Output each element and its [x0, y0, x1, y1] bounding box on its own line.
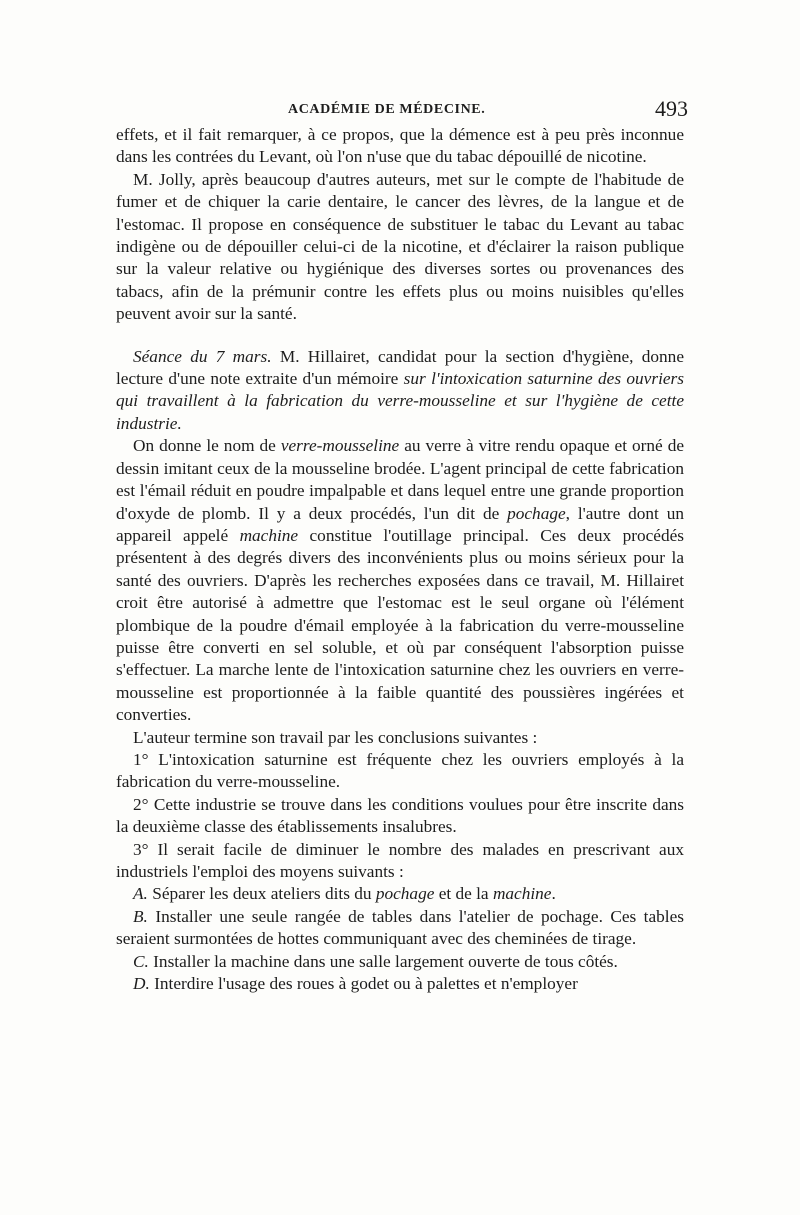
- paragraph: [116, 435, 684, 726]
- italic-text: pochage: [375, 884, 435, 904]
- text-run: au verre à vitre rendu opaque et orné de dessin imitant ceux de la mousseline brodée. L'agent principal de cette fabrication est l'émail réduit en poudre impalpable et dans lequel entre une grande proportion d'oxyde de plomb. Il y a deux procédés, l'un dit de: [116, 436, 685, 523]
- paragraph: [116, 727, 684, 749]
- text-run: 2° Cette industrie se trouve dans les conditions voulues pour être inscrite dans la deuxième classe des établissements insalubres.: [116, 794, 684, 837]
- text-run: et de la: [434, 884, 493, 904]
- text-run: 3° Il serait facile de diminuer le nombre des malades en prescrivant aux industriels l'emploi des moyens suivants :: [116, 839, 684, 881]
- text-run: effets, et il fait remarquer, à ce propos, que la démence est à peu près inconnue dans les contrées du Levant, où l'on n'use que du tabac dépouillé de nicotine.: [116, 125, 684, 167]
- text-run: Installer une seule rangée de tables dans l'atelier de pochage. Ces tables seraient surmontées de hottes communiquant avec des cheminées de tirage.: [116, 906, 684, 949]
- text-run: M. Jolly, après beaucoup d'autres auteurs, met sur le compte de l'habitude de fumer et de chiquer la carie dentaire, le cancer des lèvres, de la langue et de l'estomac. Il propose en conséquence de substituer le tabac du Levant au tabac indigène ou de dépouiller celui-ci de la nicotine, et d'éclairer la raison publique sur la valeur relative ou hygiénique des diverses sortes ou provenances des tabacs, afin de la prémunir contre les effets plus ou moins nuisibles qu'elles peuvent avoir sur la santé.: [116, 169, 684, 324]
- paragraph: [116, 951, 684, 973]
- italic-text: D.: [133, 974, 150, 994]
- paragraph: [116, 124, 684, 169]
- paragraph: [116, 883, 684, 905]
- text-run: constitue l'outillage principal. Ces deux procédés présentent à des degrés divers des inconvénients plus ou moins sérieux pour la santé des ouvriers. D'après les recherches exposées dans ce travail, M. Hillairet croit être autorisé à admettre que l'estomac est le seul organe où l'élément plombique de la poudre d'émail employée à la fabrication du verre-mousseline puisse être converti en sel soluble, et où par conséquent l'absorption puisse s'effectuer. La marche lente de l'intoxication saturnine chez les ouvriers en verre-mousseline est proportionnée à la faible quantité des poussières ingérées et converties.: [116, 525, 684, 725]
- italic-text: A.: [133, 884, 148, 904]
- italic-text: B.: [133, 906, 148, 926]
- paragraph: [116, 973, 684, 995]
- paragraph: [116, 749, 684, 794]
- text-run: L'auteur termine son travail par les conclusions suivantes :: [133, 727, 538, 747]
- paragraph: [116, 794, 684, 839]
- body-text: [116, 124, 684, 995]
- italic-text: pochage: [507, 503, 566, 523]
- text-run: 1° L'intoxication saturnine est fréquente chez les ouvriers employés à la fabrication du verre-mousseline.: [116, 749, 684, 792]
- text-run: .: [551, 884, 556, 904]
- italic-text: Séance du 7 mars.: [133, 346, 272, 366]
- italic-text: verre-mousseline: [280, 436, 400, 456]
- italic-text: C.: [133, 951, 149, 971]
- text-run: M. Hillairet, candidat pour la section d'hygiène, donne lecture d'une note extraite d'un mémoire: [116, 346, 684, 389]
- paragraph: [116, 169, 684, 326]
- paragraph: [116, 906, 684, 951]
- italic-text: machine: [492, 884, 552, 904]
- italic-text: sur l'intoxication saturnine des ouvriers qui travaillent à la fabrication du verre-mousseline et sur l'hygiène de cette industrie.: [116, 369, 684, 433]
- text-run: Séparer les deux ateliers dits du: [147, 884, 376, 904]
- paragraph: [116, 346, 684, 436]
- text-run: Interdire l'usage des roues à godet ou à palettes et n'employer: [149, 974, 578, 994]
- paragraph: [116, 839, 684, 884]
- text-run: Installer la machine dans une salle largement ouverte de tous côtés.: [148, 951, 618, 971]
- page-number: 493: [655, 96, 688, 121]
- text-run: , l'autre dont un appareil appelé: [116, 503, 684, 545]
- page-header: [0, 96, 800, 126]
- running-title: ACADÉMIE DE MÉDECINE.: [288, 102, 486, 117]
- italic-text: machine: [239, 525, 299, 545]
- text-run: On donne le nom de: [133, 436, 281, 456]
